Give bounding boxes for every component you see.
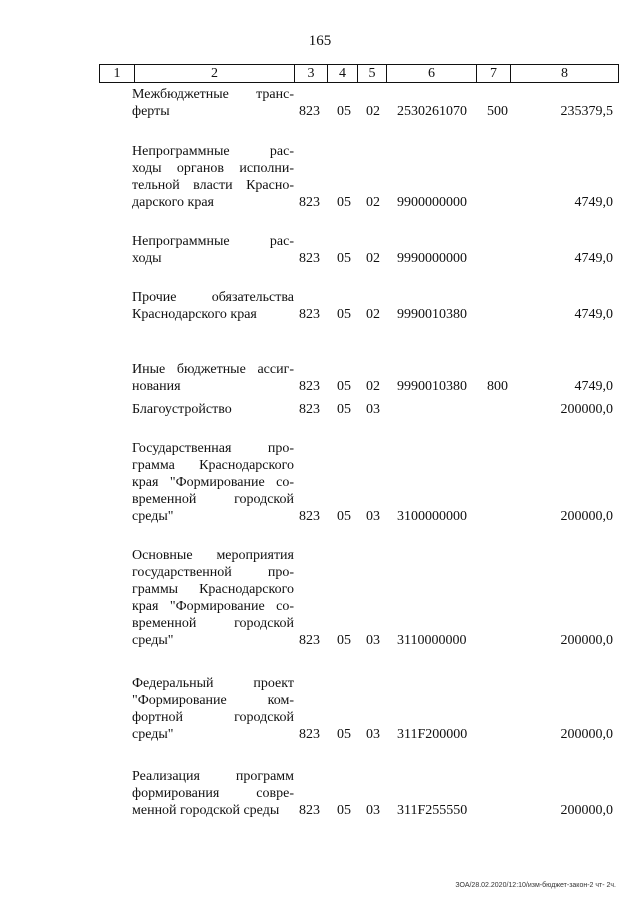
- cell-col-8: 200000,0: [560, 402, 613, 417]
- cell-col-7: 800: [487, 379, 508, 394]
- cell-col-8: 4749,0: [574, 251, 613, 266]
- cell-col-4: 05: [337, 307, 351, 322]
- cell-col-4: 05: [337, 803, 351, 818]
- cell-col-8: 200000,0: [560, 727, 613, 742]
- cell-col-5: 02: [366, 251, 380, 266]
- cell-col-4: 05: [337, 633, 351, 648]
- row-name-line: Благоустройство: [132, 402, 232, 417]
- row-name-line: Непрограммные рас-: [132, 234, 294, 249]
- footer-file-stamp: ЗОА/28.02.2020/12:10/изм-бюджет-закон-2 чт- 2ч.: [455, 882, 616, 889]
- cell-col-3: 823: [299, 803, 320, 818]
- row-name-line: ходы: [132, 251, 162, 266]
- cell-col-4: 05: [337, 251, 351, 266]
- table-row: [0, 233, 640, 267]
- row-name-line: граммы Краснодарского: [132, 582, 294, 597]
- cell-col-5: 03: [366, 727, 380, 742]
- cell-col-6: 3110000000: [397, 633, 467, 648]
- row-name: [132, 547, 294, 649]
- row-name-line: ферты: [132, 104, 170, 119]
- row-name-line: дарского края: [132, 195, 214, 210]
- cell-col-5: 02: [366, 307, 380, 322]
- cell-col-3: 823: [299, 195, 320, 210]
- row-name-line: Иные бюджетные ассиг-: [132, 362, 294, 377]
- column-header-3: 3: [295, 65, 328, 83]
- cell-col-8: 4749,0: [574, 307, 613, 322]
- row-name-line: Государственная про-: [132, 441, 294, 456]
- column-header-5: 5: [358, 65, 387, 83]
- cell-col-5: 02: [366, 379, 380, 394]
- cell-col-3: 823: [299, 402, 320, 417]
- cell-col-6: 311F200000: [397, 727, 468, 742]
- cell-col-4: 05: [337, 379, 351, 394]
- column-header-8: 8: [511, 65, 619, 83]
- row-name-line: "Формирование ком-: [132, 693, 294, 708]
- cell-col-5: 03: [366, 803, 380, 818]
- row-name-line: временной городской: [132, 616, 294, 631]
- row-name-line: Межбюджетные транс-: [132, 87, 294, 102]
- cell-col-4: 05: [337, 509, 351, 524]
- row-name-line: края "Формирование со-: [132, 599, 294, 614]
- cell-col-4: 05: [337, 727, 351, 742]
- row-name-line: среды": [132, 509, 174, 524]
- cell-col-5: 03: [366, 509, 380, 524]
- cell-col-6: 2530261070: [397, 104, 467, 119]
- row-name: [132, 768, 294, 819]
- cell-col-3: 823: [299, 307, 320, 322]
- column-header-row: [100, 65, 619, 83]
- row-name: [132, 361, 294, 395]
- row-name-line: Прочие обязательства: [132, 290, 294, 305]
- row-name-line: формирования совре-: [132, 786, 294, 801]
- cell-col-6: 9990000000: [397, 251, 467, 266]
- cell-col-8: 200000,0: [560, 509, 613, 524]
- row-name: [132, 401, 294, 418]
- table-row: [0, 547, 640, 649]
- cell-col-3: 823: [299, 104, 320, 119]
- row-name-line: менной городской среды: [132, 803, 280, 818]
- row-name: [132, 233, 294, 267]
- cell-col-5: 03: [366, 633, 380, 648]
- table-row: [0, 361, 640, 395]
- cell-col-8: 235379,5: [560, 104, 613, 119]
- cell-col-3: 823: [299, 633, 320, 648]
- row-name: [132, 86, 294, 120]
- cell-col-6: 311F255550: [397, 803, 468, 818]
- column-header-7: 7: [477, 65, 511, 83]
- row-name: [132, 289, 294, 323]
- row-name-line: ходы органов исполни-: [132, 161, 294, 176]
- row-name-line: Краснодарского края: [132, 307, 257, 322]
- row-name-line: Реализация программ: [132, 769, 294, 784]
- row-name-line: государственной про-: [132, 565, 294, 580]
- page-number: 165: [308, 33, 332, 49]
- row-name-line: тельной власти Красно-: [132, 178, 294, 193]
- row-name-line: временной городской: [132, 492, 294, 507]
- row-name-line: среды": [132, 633, 174, 648]
- table-row: [0, 86, 640, 120]
- row-name: [132, 440, 294, 525]
- table-row: [0, 289, 640, 323]
- cell-col-3: 823: [299, 251, 320, 266]
- cell-col-3: 823: [299, 379, 320, 394]
- cell-col-4: 05: [337, 104, 351, 119]
- cell-col-8: 200000,0: [560, 633, 613, 648]
- cell-col-6: 3100000000: [397, 509, 467, 524]
- column-header-1: 1: [100, 65, 135, 83]
- cell-col-4: 05: [337, 195, 351, 210]
- column-header-table: [99, 64, 619, 83]
- row-name-line: среды": [132, 727, 174, 742]
- table-row: [0, 768, 640, 819]
- row-name-line: грамма Краснодарского: [132, 458, 294, 473]
- cell-col-4: 05: [337, 402, 351, 417]
- column-header-6: 6: [387, 65, 477, 83]
- row-name-line: нования: [132, 379, 181, 394]
- table-row: [0, 401, 640, 418]
- row-name: [132, 675, 294, 743]
- column-header-2: 2: [135, 65, 295, 83]
- row-name: [132, 143, 294, 211]
- column-header-4: 4: [328, 65, 358, 83]
- cell-col-8: 4749,0: [574, 379, 613, 394]
- cell-col-5: 02: [366, 104, 380, 119]
- table-row: [0, 440, 640, 525]
- cell-col-6: 9990010380: [397, 307, 467, 322]
- cell-col-7: 500: [487, 104, 508, 119]
- cell-col-3: 823: [299, 727, 320, 742]
- table-row: [0, 143, 640, 211]
- cell-col-8: 200000,0: [560, 803, 613, 818]
- row-name-line: фортной городской: [132, 710, 294, 725]
- cell-col-5: 03: [366, 402, 380, 417]
- cell-col-6: 9990010380: [397, 379, 467, 394]
- cell-col-6: 9900000000: [397, 195, 467, 210]
- table-row: [0, 675, 640, 743]
- cell-col-5: 02: [366, 195, 380, 210]
- cell-col-8: 4749,0: [574, 195, 613, 210]
- row-name-line: Федеральный проект: [132, 676, 294, 691]
- row-name-line: Непрограммные рас-: [132, 144, 294, 159]
- row-name-line: края "Формирование со-: [132, 475, 294, 490]
- row-name-line: Основные мероприятия: [132, 548, 294, 563]
- cell-col-3: 823: [299, 509, 320, 524]
